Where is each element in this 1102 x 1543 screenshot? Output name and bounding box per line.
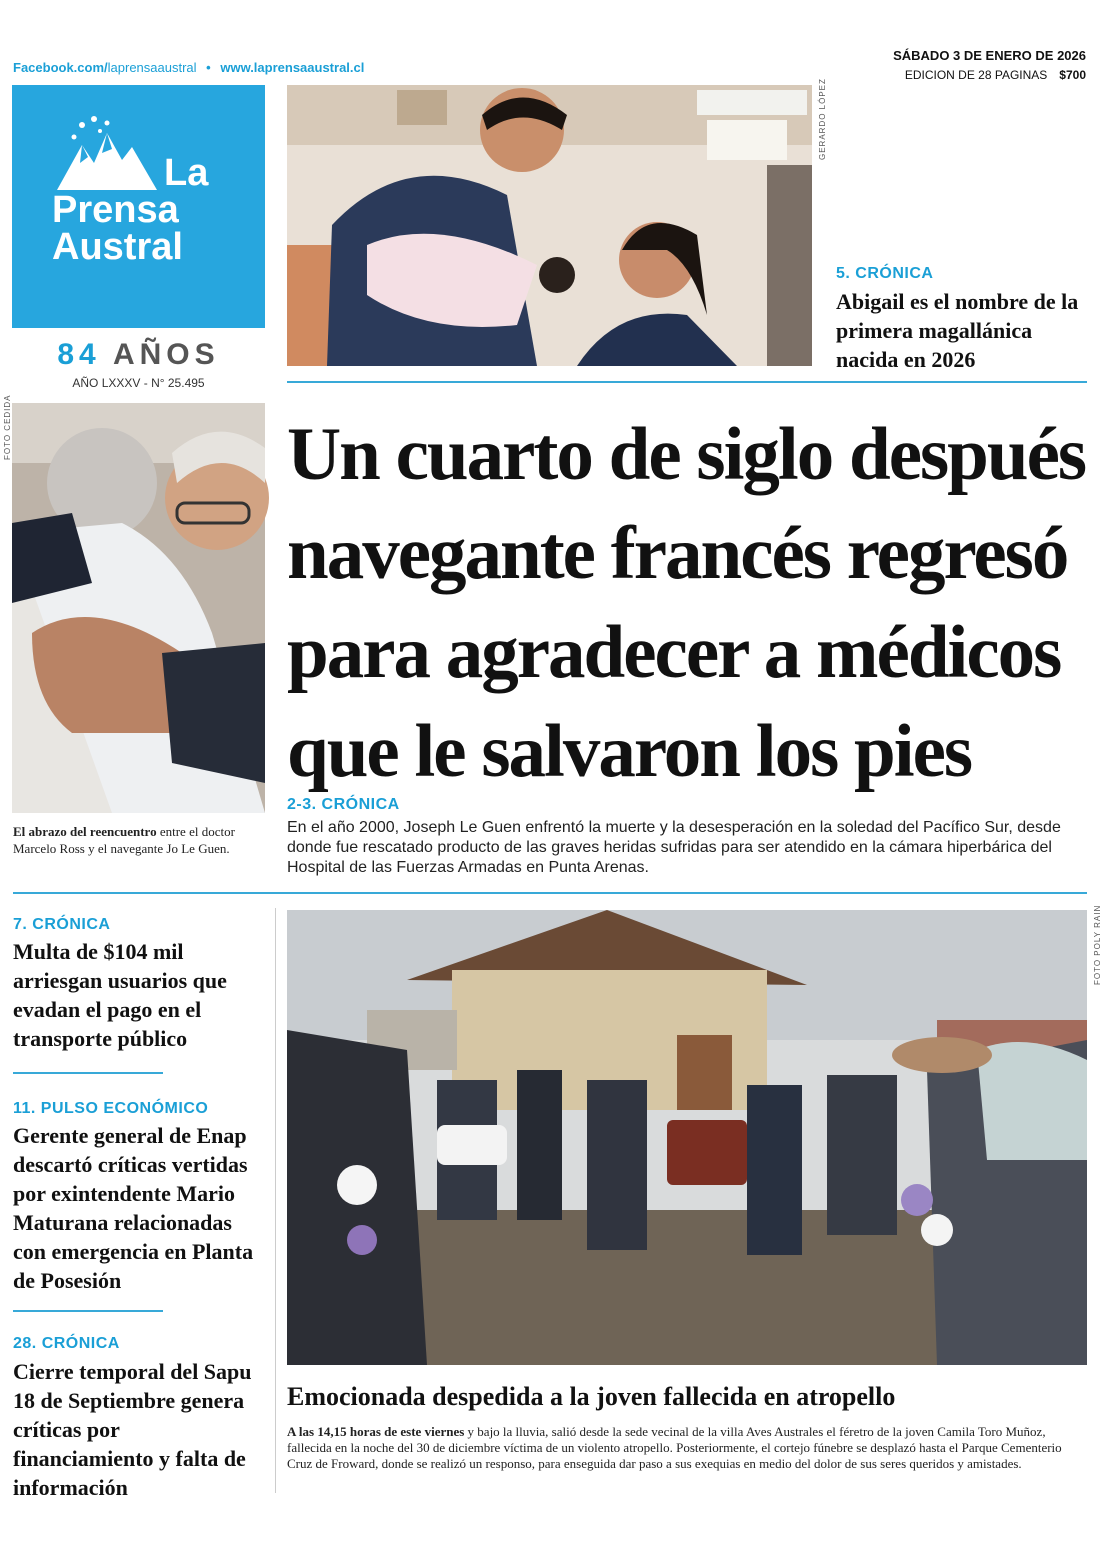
separator: • — [206, 60, 211, 75]
bottom-story-text: A las 14,15 horas de este viernes y bajo la lluvia, salió desde la sede vecinal de la villa Aves Australes el féretro de la joven Camila Toro Muñoz, fallecida en la noche del 30 de diciembre víctima de un violento atropello. Posteriormente, el cortejo fúnebre se desplazó hasta el Parque Cementerio Cruz de Froward, donde se realizó un responso, para enseguida dar paso a sus exequias en medio del dolor de sus seres queridos y amistades. — [287, 1424, 1062, 1471]
column-rule — [275, 908, 276, 1493]
anniversary-number: 84 — [57, 338, 101, 371]
hug-photo-image — [12, 403, 265, 813]
top-story-headline[interactable]: Abigail es el nombre de la primera magallánica nacida en 2026 — [836, 289, 1079, 372]
main-headline[interactable]: Un cuarto de siglo después navegante francés regresó para agradecer a médicos que le salvaron los pies — [287, 413, 1086, 793]
section-label[interactable]: 5. CRÓNICA — [836, 265, 934, 282]
edition-pages: EDICION DE 28 PAGINAS — [904, 68, 1048, 82]
issue-number: AÑO LXXXV - N° 25.495 — [72, 376, 205, 390]
section-label[interactable]: 11. PULSO ECONÓMICO — [13, 1100, 209, 1117]
masthead-title: La Prensa Austral — [52, 152, 209, 268]
website-link[interactable]: www.laprensaaustral.cl — [220, 60, 365, 75]
main-lead: En el año 2000, Joseph Le Guen enfrentó la muerte y la desesperación en la soledad del Pacífico Sur, desde donde fue rescatado producto de las graves heridas sufridas para ser atendido en la cámara hiperbárica del Hospital de las Fuerzas Armadas en Punta Arenas. — [287, 819, 1061, 876]
photo-credit: FOTO CEDIDA — [3, 394, 12, 460]
divider — [287, 381, 1087, 383]
sidebar-headline[interactable]: Multa de $104 mil arriesgan usuarios que evadan el pago en el transporte público — [13, 939, 227, 1051]
facebook-link[interactable]: Facebook.com/laprensaaustral — [13, 60, 197, 75]
divider — [13, 892, 1087, 894]
issue-date: SÁBADO 3 DE ENERO DE 2026 — [893, 48, 1086, 63]
funeral-photo-image — [287, 910, 1087, 1365]
masthead-logo[interactable] — [12, 85, 265, 328]
divider — [13, 1310, 163, 1312]
price: $700 — [1059, 68, 1086, 82]
newborn-photo[interactable] — [287, 85, 812, 366]
section-label[interactable]: 28. CRÓNICA — [13, 1335, 120, 1352]
photo-credit: FOTO POLY RAIN — [1093, 904, 1102, 985]
edition-info — [905, 68, 1086, 82]
anniversary-label: AÑOS — [112, 338, 220, 371]
sidebar-headline[interactable]: Cierre temporal del Sapu 18 de Septiembre genera críticas por financiamiento y falta de información — [13, 1359, 252, 1500]
photo-credit: GERARDO LÓPEZ — [818, 78, 827, 160]
sidebar-headline[interactable]: Gerente general de Enap descartó críticas vertidas por exintendente Mario Maturana relacionadas con emergencia en Planta de Posesión — [13, 1123, 254, 1293]
section-label[interactable]: 2-3. CRÓNICA — [287, 796, 400, 813]
newborn-photo-image — [287, 85, 812, 366]
hug-photo[interactable] — [12, 403, 265, 813]
bottom-headline[interactable]: Emocionada despedida a la joven fallecida en atropello — [287, 1382, 896, 1411]
divider — [13, 1072, 163, 1074]
photo-caption: El abrazo del reencuentro entre el doctor Marcelo Ross y el navegante Jo Le Guen. — [13, 824, 235, 856]
funeral-photo[interactable] — [287, 910, 1087, 1365]
anniversary — [12, 338, 265, 372]
social-links — [13, 60, 364, 75]
section-label[interactable]: 7. CRÓNICA — [13, 916, 111, 933]
